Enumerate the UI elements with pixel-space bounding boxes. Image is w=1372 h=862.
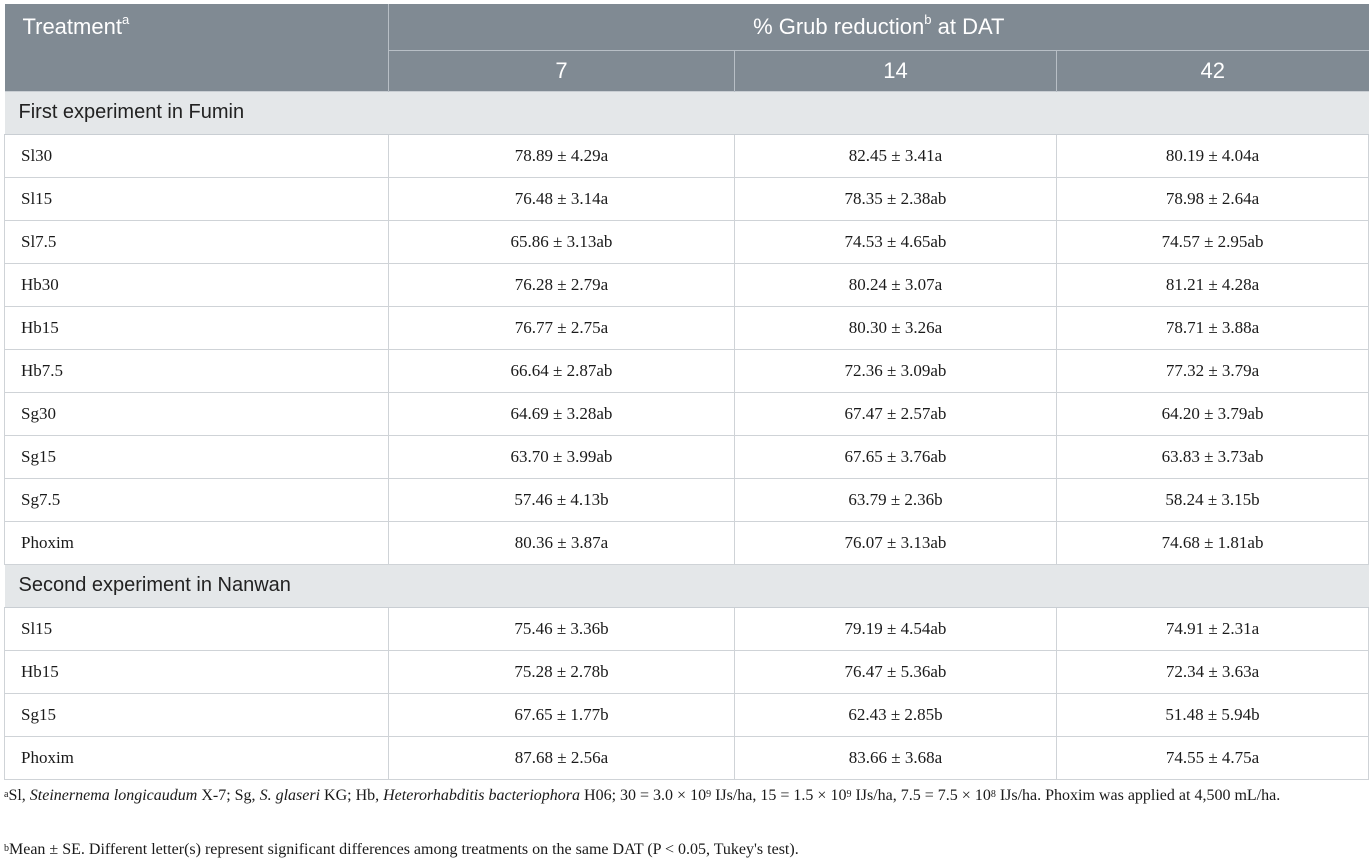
value-cell: 74.53 ± 4.65ab [735,220,1057,263]
treatment-cell: Sg30 [5,392,389,435]
treatment-cell: Sg7.5 [5,478,389,521]
results-table [4,4,1369,780]
header-row [5,4,1369,50]
table-row [5,478,1369,521]
value-cell: 76.48 ± 3.14a [389,177,735,220]
value-cell: 74.91 ± 2.31a [1057,607,1369,650]
table-row [5,177,1369,220]
section-title: Second experiment in Nanwan [5,564,1369,607]
treatment-cell: Sl30 [5,134,389,177]
treatment-cell: Sg15 [5,435,389,478]
value-cell: 58.24 ± 3.15b [1057,478,1369,521]
footnote-b: $^b$Mean ± SE. Different letter(s) represent significant differences among treatments on the same DAT (P < 0.05, Tukey's test). [4,841,799,858]
value-cell: 87.68 ± 2.56a [389,736,735,779]
value-cell: 76.28 ± 2.79a [389,263,735,306]
section-row [5,564,1369,607]
value-cell: 78.35 ± 2.38ab [735,177,1057,220]
value-cell: 51.48 ± 5.94b [1057,693,1369,736]
table-row [5,736,1369,779]
footnote-a: $^a$Sl, Steinernema longicaudum X-7; Sg, S. glaseri KG; Hb, Heterorhabditis bacteriophora H06; $30 = 3.0 \times 10^9$ IJs/ha, $15 = 1.5 \times 10^9$ IJs/ha, $7.5 = 7.5 \times 10^8$ IJs/ha. Phoxim was applied at 4,500 mL/ha. [4,787,1281,804]
value-cell: 72.36 ± 3.09ab [735,349,1057,392]
value-cell: 77.32 ± 3.79a [1057,349,1369,392]
value-cell: 67.47 ± 2.57ab [735,392,1057,435]
value-cell: 65.86 ± 3.13ab [389,220,735,263]
table-row [5,306,1369,349]
value-cell: 66.64 ± 2.87ab [389,349,735,392]
value-cell: 80.30 ± 3.26a [735,306,1057,349]
day-header-7: 7 [389,50,735,91]
value-cell: 74.68 ± 1.81ab [1057,521,1369,564]
table-row [5,349,1369,392]
treatment-cell: Sl15 [5,607,389,650]
footnote-a-marker: a [4,789,9,800]
value-cell: 80.19 ± 4.04a [1057,134,1369,177]
value-cell: 57.46 ± 4.13b [389,478,735,521]
value-cell: 75.28 ± 2.78b [389,650,735,693]
table-row [5,607,1369,650]
value-cell: 64.20 ± 3.79ab [1057,392,1369,435]
table-row [5,392,1369,435]
table-row [5,263,1369,306]
value-cell: 63.79 ± 2.36b [735,478,1057,521]
value-cell: 79.19 ± 4.54ab [735,607,1057,650]
treatment-cell: Hb15 [5,650,389,693]
value-cell: 82.45 ± 3.41a [735,134,1057,177]
value-cell: 63.70 ± 3.99ab [389,435,735,478]
day-header-42: 42 [1057,50,1369,91]
grub-reduction-header: % Grub reduction$^b$ at DAT [389,4,1369,50]
treatment-cell: Sl15 [5,177,389,220]
value-cell: 67.65 ± 3.76ab [735,435,1057,478]
table-row [5,134,1369,177]
day-header-14: 14 [735,50,1057,91]
treatment-cell: Hb7.5 [5,349,389,392]
value-cell: 62.43 ± 2.85b [735,693,1057,736]
treatment-header: Treatment$^a$ [5,4,389,91]
value-cell: 74.55 ± 4.75a [1057,736,1369,779]
treatment-cell: Sg15 [5,693,389,736]
value-cell: 76.47 ± 5.36ab [735,650,1057,693]
section-row [5,91,1369,134]
value-cell: 74.57 ± 2.95ab [1057,220,1369,263]
value-cell: 76.77 ± 2.75a [389,306,735,349]
value-cell: 67.65 ± 1.77b [389,693,735,736]
value-cell: 81.21 ± 4.28a [1057,263,1369,306]
value-cell: 80.24 ± 3.07a [735,263,1057,306]
section-title: First experiment in Fumin [5,91,1369,134]
footnote-b-marker: b [4,843,9,854]
table-row [5,693,1369,736]
value-cell: 78.71 ± 3.88a [1057,306,1369,349]
value-cell: 64.69 ± 3.28ab [389,392,735,435]
treatment-cell: Hb15 [5,306,389,349]
value-cell: 78.98 ± 2.64a [1057,177,1369,220]
table-row [5,521,1369,564]
value-cell: 78.89 ± 4.29a [389,134,735,177]
value-cell: 83.66 ± 3.68a [735,736,1057,779]
value-cell: 72.34 ± 3.63a [1057,650,1369,693]
table-row [5,650,1369,693]
treatment-cell: Sl7.5 [5,220,389,263]
value-cell: 75.46 ± 3.36b [389,607,735,650]
table-row [5,220,1369,263]
treatment-cell: Phoxim [5,736,389,779]
treatment-cell: Hb30 [5,263,389,306]
treatment-cell: Phoxim [5,521,389,564]
value-cell: 80.36 ± 3.87a [389,521,735,564]
value-cell: 63.83 ± 3.73ab [1057,435,1369,478]
table-row [5,435,1369,478]
value-cell: 76.07 ± 3.13ab [735,521,1057,564]
